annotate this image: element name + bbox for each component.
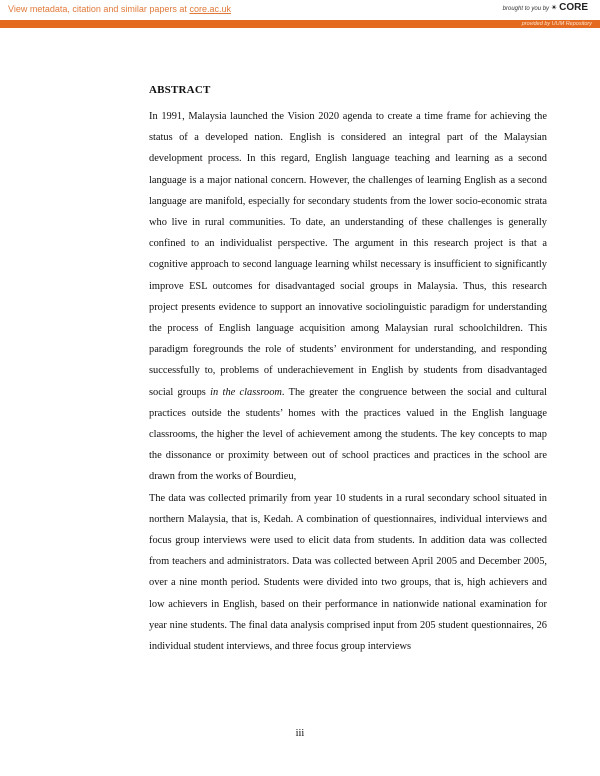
brought-to-you-by-text: brought to you by — [502, 6, 550, 12]
page-number: iii — [295, 728, 305, 739]
paragraph-1-italic: in the classroom — [210, 386, 282, 398]
core-logo-text: CORE — [559, 2, 588, 13]
core-logo-icon: ✴ — [550, 3, 558, 12]
paragraph-1-text-b: . The greater the congruence between the social and cultural practices outside the students’ homes with the practices valued in the English language classrooms, the higher the level of achievement among the students. The key concepts to map the dissonance or proximity between out of school practices and practices in the school are drawn from the works of Bourdieu, — [149, 386, 547, 483]
abstract-heading: ABSTRACT — [149, 84, 211, 96]
abstract-paragraph-1 — [149, 106, 547, 488]
provided-by-text[interactable]: provided by UUM Repository — [521, 21, 592, 27]
provided-by-bar — [0, 20, 600, 28]
core-ac-uk-link[interactable]: core.ac.uk — [189, 4, 231, 14]
core-banner — [0, 0, 600, 20]
paragraph-1-text-a: In 1991, Malaysia launched the Vision 2020 agenda to create a time frame for achieving the status of a developed nation. English is considered an integral part of the Malaysian development process. In this regard, English language teaching and learning as a second language is a major national concern. However, the challenges of learning English as a second language are manifold, especially for secondary students from the lower socio-economic strata who live in rural communities. To date, an understanding of these challenges is generally confined to an individualist perspective. The argument in this research project is that a cognitive approach to second language learning whilst necessary is insufficient to significantly improve ESL outcomes for disadvantaged social groups in Malaysia. Thus, this research project presents evidence to support an innovative sociolinguistic paradigm for understanding the process of English language acquisition among Malaysian rural schoolchildren. This paradigm foregrounds the role of students’ environment for understanding, and responding successfully to, problems of underachievement in English by students from disadvantaged social groups — [149, 111, 547, 398]
brought-to-you-by — [503, 2, 588, 13]
abstract-paragraph-2: The data was collected primarily from year 10 students in a rural secondary school situated in northern Malaysia, that is, Kedah. A combination of questionnaires, individual interviews and focus group interviews were used to elicit data from students. In addition data was collected from teachers and administrators. Data was collected between April 2005 and December 2005, over a nine month period. Students were divided into two groups, that is, high achievers and low achievers in English, based on their performance in nationwide national examination for year nine students. The final data analysis comprised input from 205 student questionnaires, 26 individual student interviews, and three focus group interviews — [149, 492, 547, 653]
core-link-prefix: View metadata, citation and similar papers at — [8, 4, 190, 14]
abstract-section — [149, 84, 547, 657]
core-metadata-link[interactable] — [8, 4, 231, 14]
